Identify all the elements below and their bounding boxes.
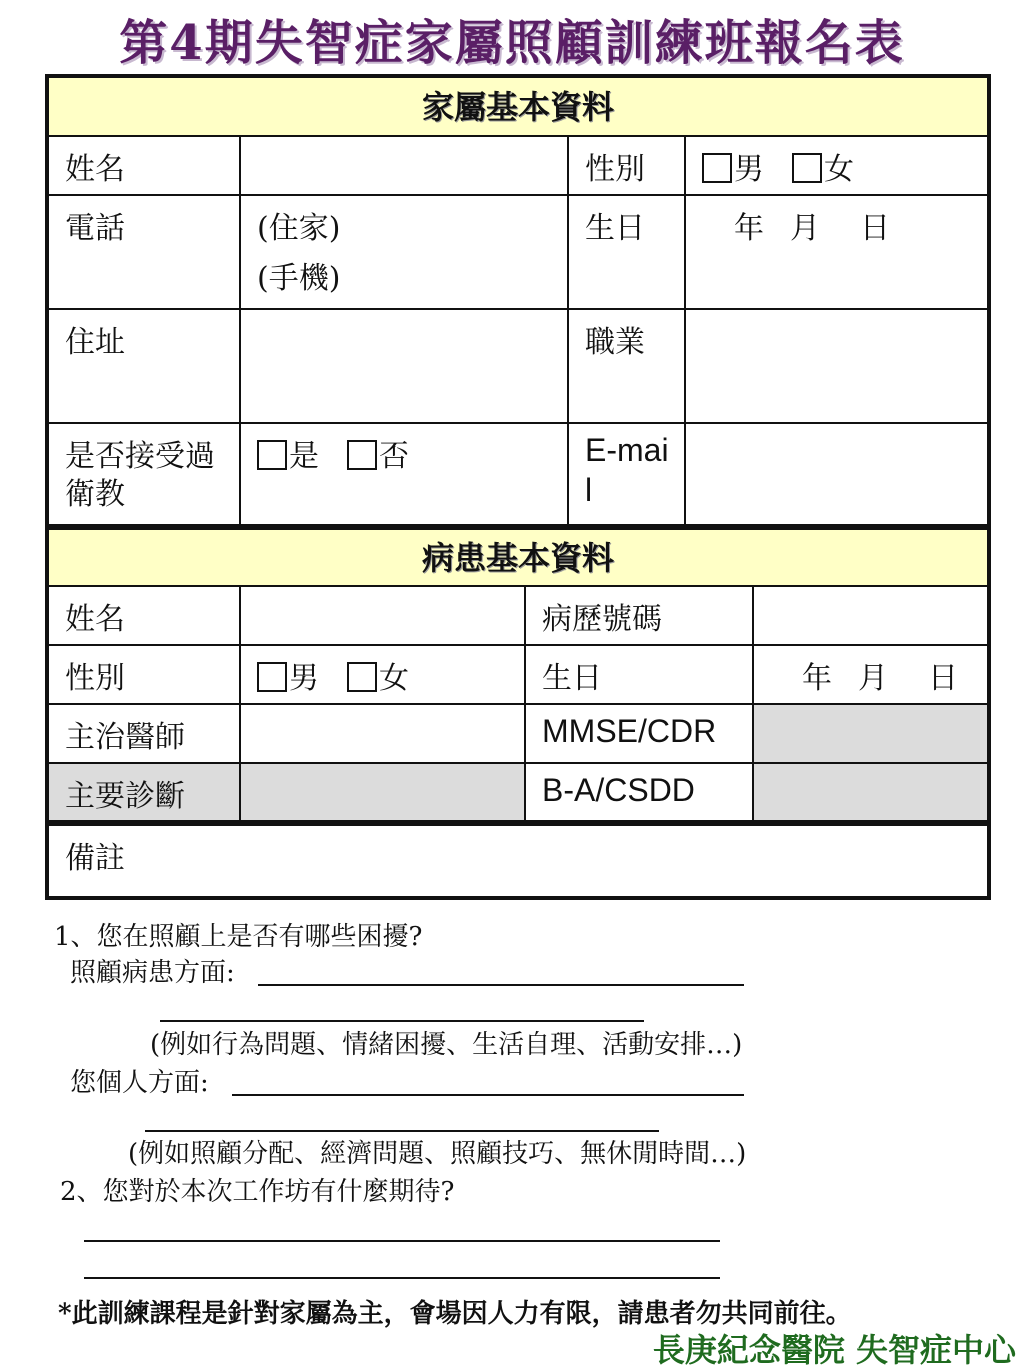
patient-diagnosis-label: 主要診斷 [47, 763, 240, 822]
ba-csdd-field[interactable] [753, 763, 989, 822]
patient-female-label: 女 [379, 661, 409, 696]
family-education-label: 是否接受過衛教 [47, 423, 240, 526]
family-section-header: 家屬基本資料 [47, 76, 989, 136]
family-birthday-field[interactable] [685, 195, 989, 309]
education-yes-label: 是 [289, 439, 319, 474]
q1-patient-answer-line-1[interactable] [258, 984, 744, 986]
patient-birthday-field[interactable] [753, 645, 989, 704]
patient-male-label: 男 [289, 661, 319, 696]
family-address-label: 住址 [47, 309, 240, 423]
form-title: 第4期失智症家屬照顧訓練班報名表 [119, 15, 905, 71]
question-1-personal-label: 您個人方面: [70, 1068, 209, 1098]
q1-personal-answer-line-1[interactable] [232, 1094, 744, 1096]
patient-female-checkbox[interactable] [347, 662, 377, 692]
patient-name-field[interactable] [240, 586, 525, 645]
family-address-field[interactable] [240, 309, 568, 423]
family-education-field [240, 423, 568, 526]
family-email-label: E-mail [568, 423, 685, 526]
family-birthday-label: 生日 [568, 195, 685, 309]
patient-record-field[interactable] [753, 586, 989, 645]
question-1-patient-label: 照顧病患方面: [70, 958, 235, 988]
family-gender-field [685, 136, 989, 195]
family-phone-field[interactable] [240, 195, 568, 309]
education-no-label: 否 [379, 439, 409, 474]
family-name-label: 姓名 [47, 136, 240, 195]
remarks-table [45, 822, 991, 900]
patient-day-label: 日 [928, 661, 958, 696]
family-email-field[interactable] [685, 423, 989, 526]
family-info-table [45, 74, 991, 528]
education-yes-checkbox[interactable] [257, 440, 287, 470]
family-day-label: 日 [860, 211, 890, 246]
family-gender-label: 性別 [568, 136, 685, 195]
mmse-cdr-field[interactable] [753, 704, 989, 763]
patient-diagnosis-field[interactable] [240, 763, 525, 822]
family-occupation-label: 職業 [568, 309, 685, 423]
question-1-personal-hint: (例如照顧分配、經濟問題、照顧技巧、無休閒時間…) [128, 1139, 747, 1169]
question-1-patient-hint: (例如行為問題、情緒困擾、生活自理、活動安排…) [150, 1030, 743, 1060]
remarks-field[interactable] [47, 824, 989, 898]
question-2: 2、您對於本次工作坊有什麼期待? [60, 1177, 455, 1207]
question-1: 1、您在照顧上是否有哪些困擾? [54, 922, 423, 952]
family-month-label: 月 [790, 211, 820, 246]
patient-doctor-field[interactable] [240, 704, 525, 763]
q1-patient-answer-line-2[interactable] [160, 1020, 644, 1022]
ba-csdd-label: B-A/CSDD [525, 763, 753, 822]
hospital-footer: 長庚紀念醫院 失智症中心 [652, 1331, 1016, 1369]
family-occupation-field[interactable] [685, 309, 989, 423]
mmse-cdr-label: MMSE/CDR [525, 704, 753, 763]
patient-name-label: 姓名 [47, 586, 240, 645]
patient-year-label: 年 [802, 661, 832, 696]
patient-section-header: 病患基本資料 [47, 528, 989, 586]
family-name-field[interactable] [240, 136, 568, 195]
patient-birthday-label: 生日 [525, 645, 753, 704]
patient-gender-field [240, 645, 525, 704]
patient-record-label: 病歷號碼 [525, 586, 753, 645]
patient-gender-label: 性別 [47, 645, 240, 704]
remarks-label: 備註 [65, 841, 125, 876]
family-year-label: 年 [734, 211, 764, 246]
family-phone-label: 電話 [47, 195, 240, 309]
family-female-checkbox[interactable] [792, 153, 822, 183]
family-male-label: 男 [734, 152, 764, 187]
patient-doctor-label: 主治醫師 [47, 704, 240, 763]
patient-male-checkbox[interactable] [257, 662, 287, 692]
attendance-note: *此訓練課程是針對家屬為主，會場因人力有限，請患者勿共同前往。 [58, 1299, 852, 1329]
q2-answer-line-1[interactable] [84, 1240, 720, 1242]
patient-month-label: 月 [858, 661, 888, 696]
patient-info-table [45, 526, 991, 824]
mobile-phone-label: (手機) [257, 260, 341, 296]
home-phone-label: (住家) [257, 211, 341, 246]
q2-answer-line-2[interactable] [84, 1277, 720, 1279]
education-no-checkbox[interactable] [347, 440, 377, 470]
family-male-checkbox[interactable] [702, 153, 732, 183]
family-female-label: 女 [824, 152, 854, 187]
q1-personal-answer-line-2[interactable] [145, 1130, 659, 1132]
